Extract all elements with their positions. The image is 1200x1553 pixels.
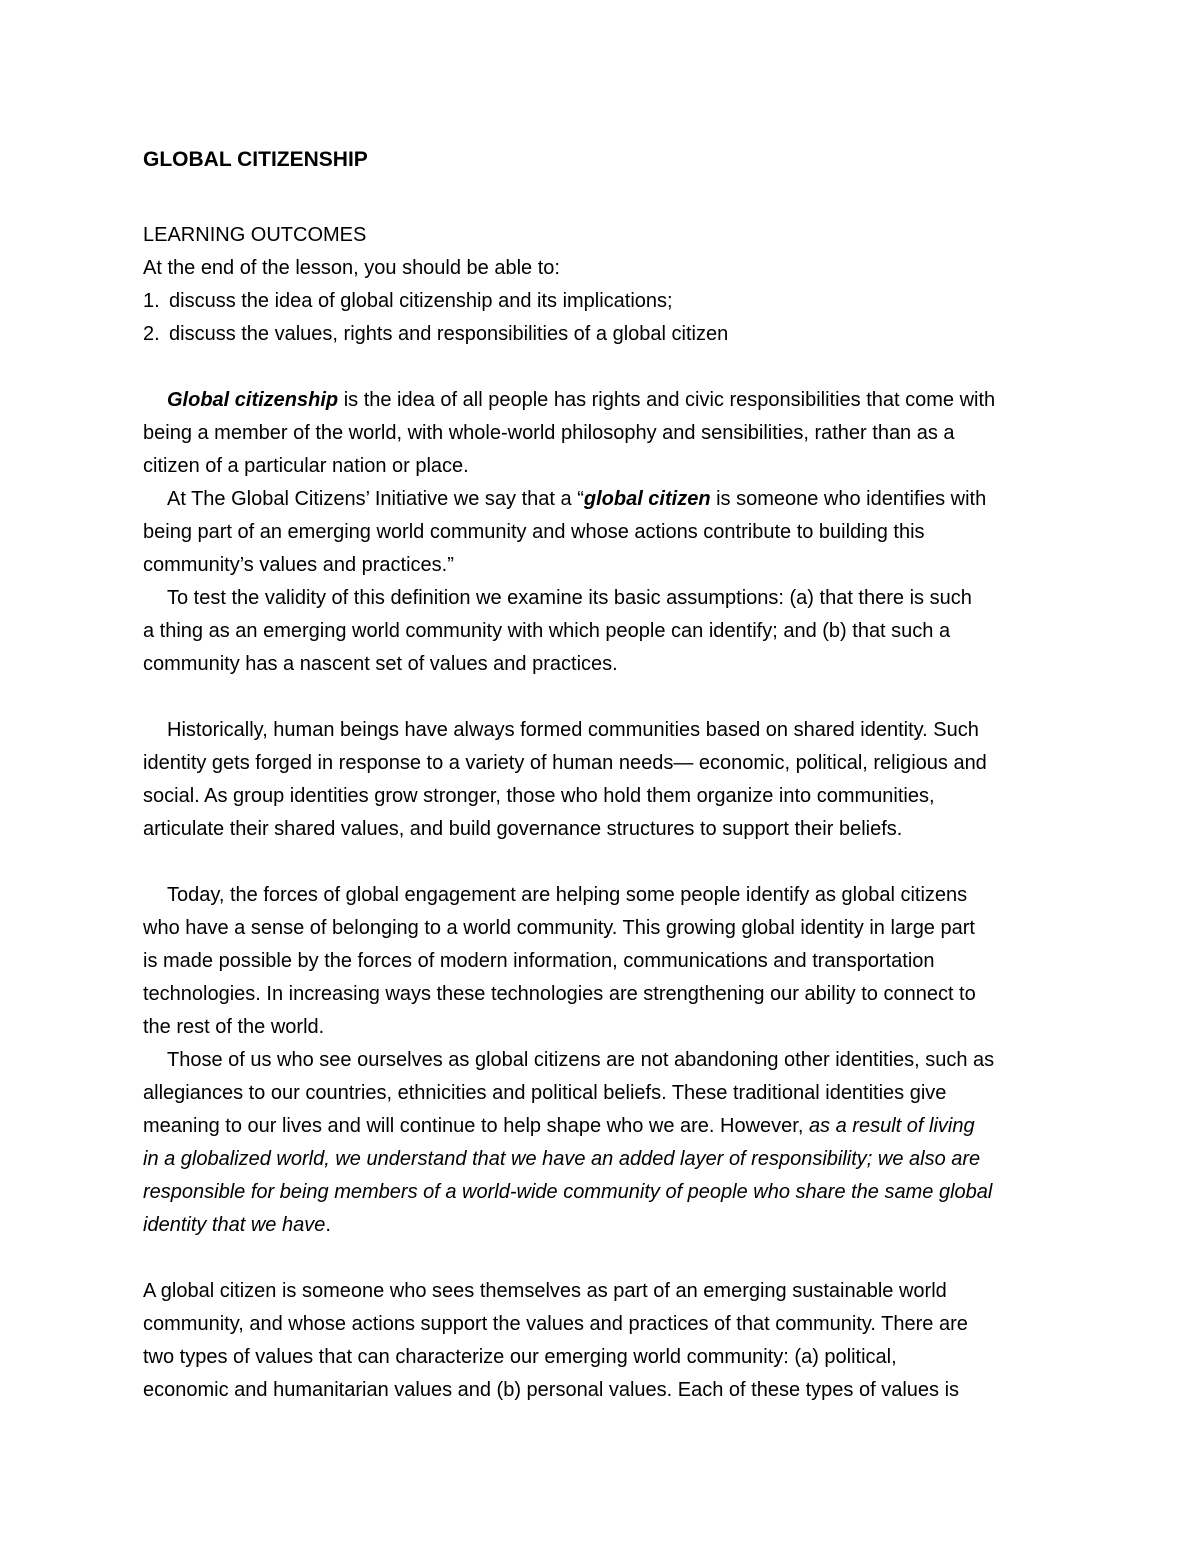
text-line: Those of us who see ourselves as global citizens are not abandoning other identities, such as (167, 1049, 995, 1071)
document-title: GLOBAL CITIZENSHIP (143, 148, 368, 171)
list-text: discuss the values, rights and responsibilities of a global citizen (169, 323, 729, 345)
paragraph-5 (143, 879, 1083, 1044)
text-line: is the idea of all people has rights and civic responsibilities that come with (338, 389, 996, 411)
text-line: . (325, 1214, 331, 1236)
text-line: To test the validity of this definition we examine its basic assumptions: (a) that there is such (167, 587, 972, 609)
text-line: the rest of the world. (143, 1016, 325, 1038)
list-item (143, 285, 1083, 318)
text-line: social. As group identities grow stronger, those who hold them organize into communities, (143, 785, 935, 807)
paragraph-3 (143, 582, 1083, 681)
section-heading: LEARNING OUTCOMES (143, 224, 367, 246)
emphasis-text: as a result of living (808, 1115, 975, 1137)
paragraph-4 (143, 714, 1083, 846)
text-line: identity gets forged in response to a variety of human needs— economic, political, religious and (143, 752, 987, 774)
paragraph-2 (143, 483, 1083, 582)
emphasis-text: identity that we have (143, 1214, 326, 1236)
intro-line: At the end of the lesson, you should be able to: (143, 257, 560, 279)
emphasis-text: in a globalized world, we understand that we have an added layer of responsibility; we also are (143, 1148, 981, 1170)
text-line: a thing as an emerging world community with which people can identify; and (b) that such a (143, 620, 951, 642)
text-line: meaning to our lives and will continue to help shape who we are. However, (143, 1115, 809, 1137)
text-line: Historically, human beings have always formed communities based on shared identity. Such (167, 719, 979, 741)
text-line: community has a nascent set of values and practices. (143, 653, 618, 675)
text-line: who have a sense of belonging to a world community. This growing global identity in large part (143, 917, 975, 939)
list-item (143, 318, 1083, 351)
list-number: 1. (143, 290, 160, 312)
emphasis-text: responsible for being members of a world-wide community of people who share the same global (143, 1181, 993, 1203)
list-text: discuss the idea of global citizenship and its implications; (169, 290, 673, 312)
text-line: At The Global Citizens’ Initiative we say that a “ (167, 488, 584, 510)
term-global-citizenship: Global citizenship (167, 389, 339, 411)
paragraph-1 (143, 384, 1083, 483)
text-line: Today, the forces of global engagement are helping some people identify as global citizens (167, 884, 968, 906)
text-line: economic and humanitarian values and (b) personal values. Each of these types of values is (143, 1379, 960, 1401)
text-line: two types of values that can characterize our emerging world community: (a) political, (143, 1346, 897, 1368)
list-number: 2. (143, 323, 160, 345)
text-line: being a member of the world, with whole-world philosophy and sensibilities, rather than as a (143, 422, 955, 444)
text-line: is made possible by the forces of modern information, communications and transportation (143, 950, 935, 972)
paragraph-6 (143, 1044, 1083, 1242)
text-line: articulate their shared values, and build governance structures to support their beliefs. (143, 818, 903, 840)
text-line: is someone who identifies with (710, 488, 987, 510)
text-line: citizen of a particular nation or place. (143, 455, 469, 477)
text-line: technologies. In increasing ways these technologies are strengthening our ability to connect to (143, 983, 976, 1005)
text-line: being part of an emerging world community and whose actions contribute to building this (143, 521, 925, 543)
text-line: allegiances to our countries, ethnicities and political beliefs. These traditional identities give (143, 1082, 947, 1104)
paragraph-7 (143, 1275, 1083, 1407)
text-line: A global citizen is someone who sees themselves as part of an emerging sustainable world (143, 1280, 947, 1302)
text-line: community’s values and practices.” (143, 554, 454, 576)
text-line: community, and whose actions support the values and practices of that community. There are (143, 1313, 968, 1335)
document-body (143, 144, 1083, 1407)
term-global-citizen: global citizen (583, 488, 711, 510)
